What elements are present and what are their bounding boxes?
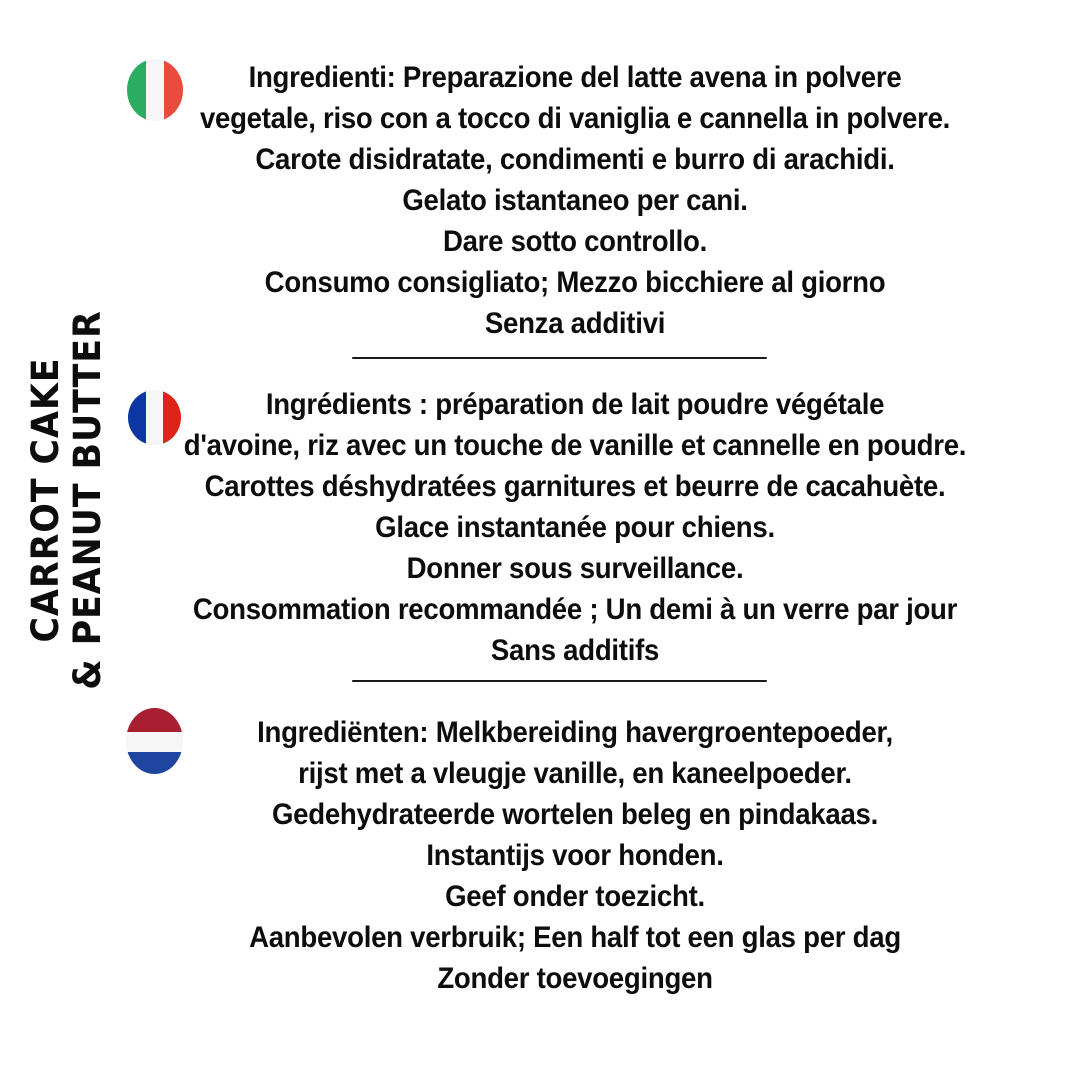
ingredients-line: Consumo consigliato; Mezzo bicchiere al giorno bbox=[264, 266, 886, 299]
ingredients-line: Gelato istantaneo per cani. bbox=[402, 184, 748, 217]
ingredients-section-dutch bbox=[138, 712, 1012, 999]
product-name-line1: CARROT CAKE bbox=[24, 357, 67, 643]
product-name-vertical bbox=[25, 310, 109, 689]
ingredients-line: Ingrediënten: Melkbereiding havergroentepoeder, bbox=[257, 716, 893, 749]
ingredients-line: Consommation recommandée ; Un demi à un verre par jour bbox=[192, 593, 958, 626]
ingredients-line: Instantijs voor honden. bbox=[426, 839, 724, 872]
ingredients-line: Senza additivi bbox=[484, 307, 666, 340]
ingredients-line: Ingrédients : préparation de lait poudre végétale bbox=[265, 388, 885, 421]
ingredients-section-italian bbox=[138, 57, 1012, 344]
section-divider bbox=[352, 680, 767, 682]
ingredients-line: Carote disidratate, condimenti e burro di arachidi. bbox=[255, 143, 895, 176]
ingredients-line: vegetale, riso con a tocco di vaniglia e cannella in polvere. bbox=[199, 102, 951, 135]
ingredients-line: Sans additifs bbox=[490, 634, 660, 667]
ingredients-line: Geef onder toezicht. bbox=[445, 880, 705, 913]
ingredients-line: Dare sotto controllo. bbox=[442, 225, 708, 258]
ingredients-line: Carottes déshydratées garnitures et beurre de cacahuète. bbox=[204, 470, 946, 503]
ingredients-line: Zonder toevoegingen bbox=[437, 962, 713, 995]
ingredients-line: Gedehydrateerde wortelen beleg en pindakaas. bbox=[271, 798, 878, 831]
ingredients-line: Glace instantanée pour chiens. bbox=[375, 511, 775, 544]
product-name-line2: & PEANUT BUTTER bbox=[66, 310, 109, 690]
ingredients-section-french bbox=[138, 384, 1012, 671]
ingredients-line: rijst met a vleugje vanille, en kaneelpoeder. bbox=[298, 757, 852, 790]
section-divider bbox=[352, 357, 767, 359]
ingredients-line: Aanbevolen verbruik; Een half tot een glas per dag bbox=[249, 921, 901, 954]
ingredients-line: Donner sous surveillance. bbox=[406, 552, 744, 585]
ingredients-line: Ingredienti: Preparazione del latte avena in polvere bbox=[248, 61, 902, 94]
ingredients-line: d'avoine, riz avec un touche de vanille et cannelle en poudre. bbox=[183, 429, 967, 462]
